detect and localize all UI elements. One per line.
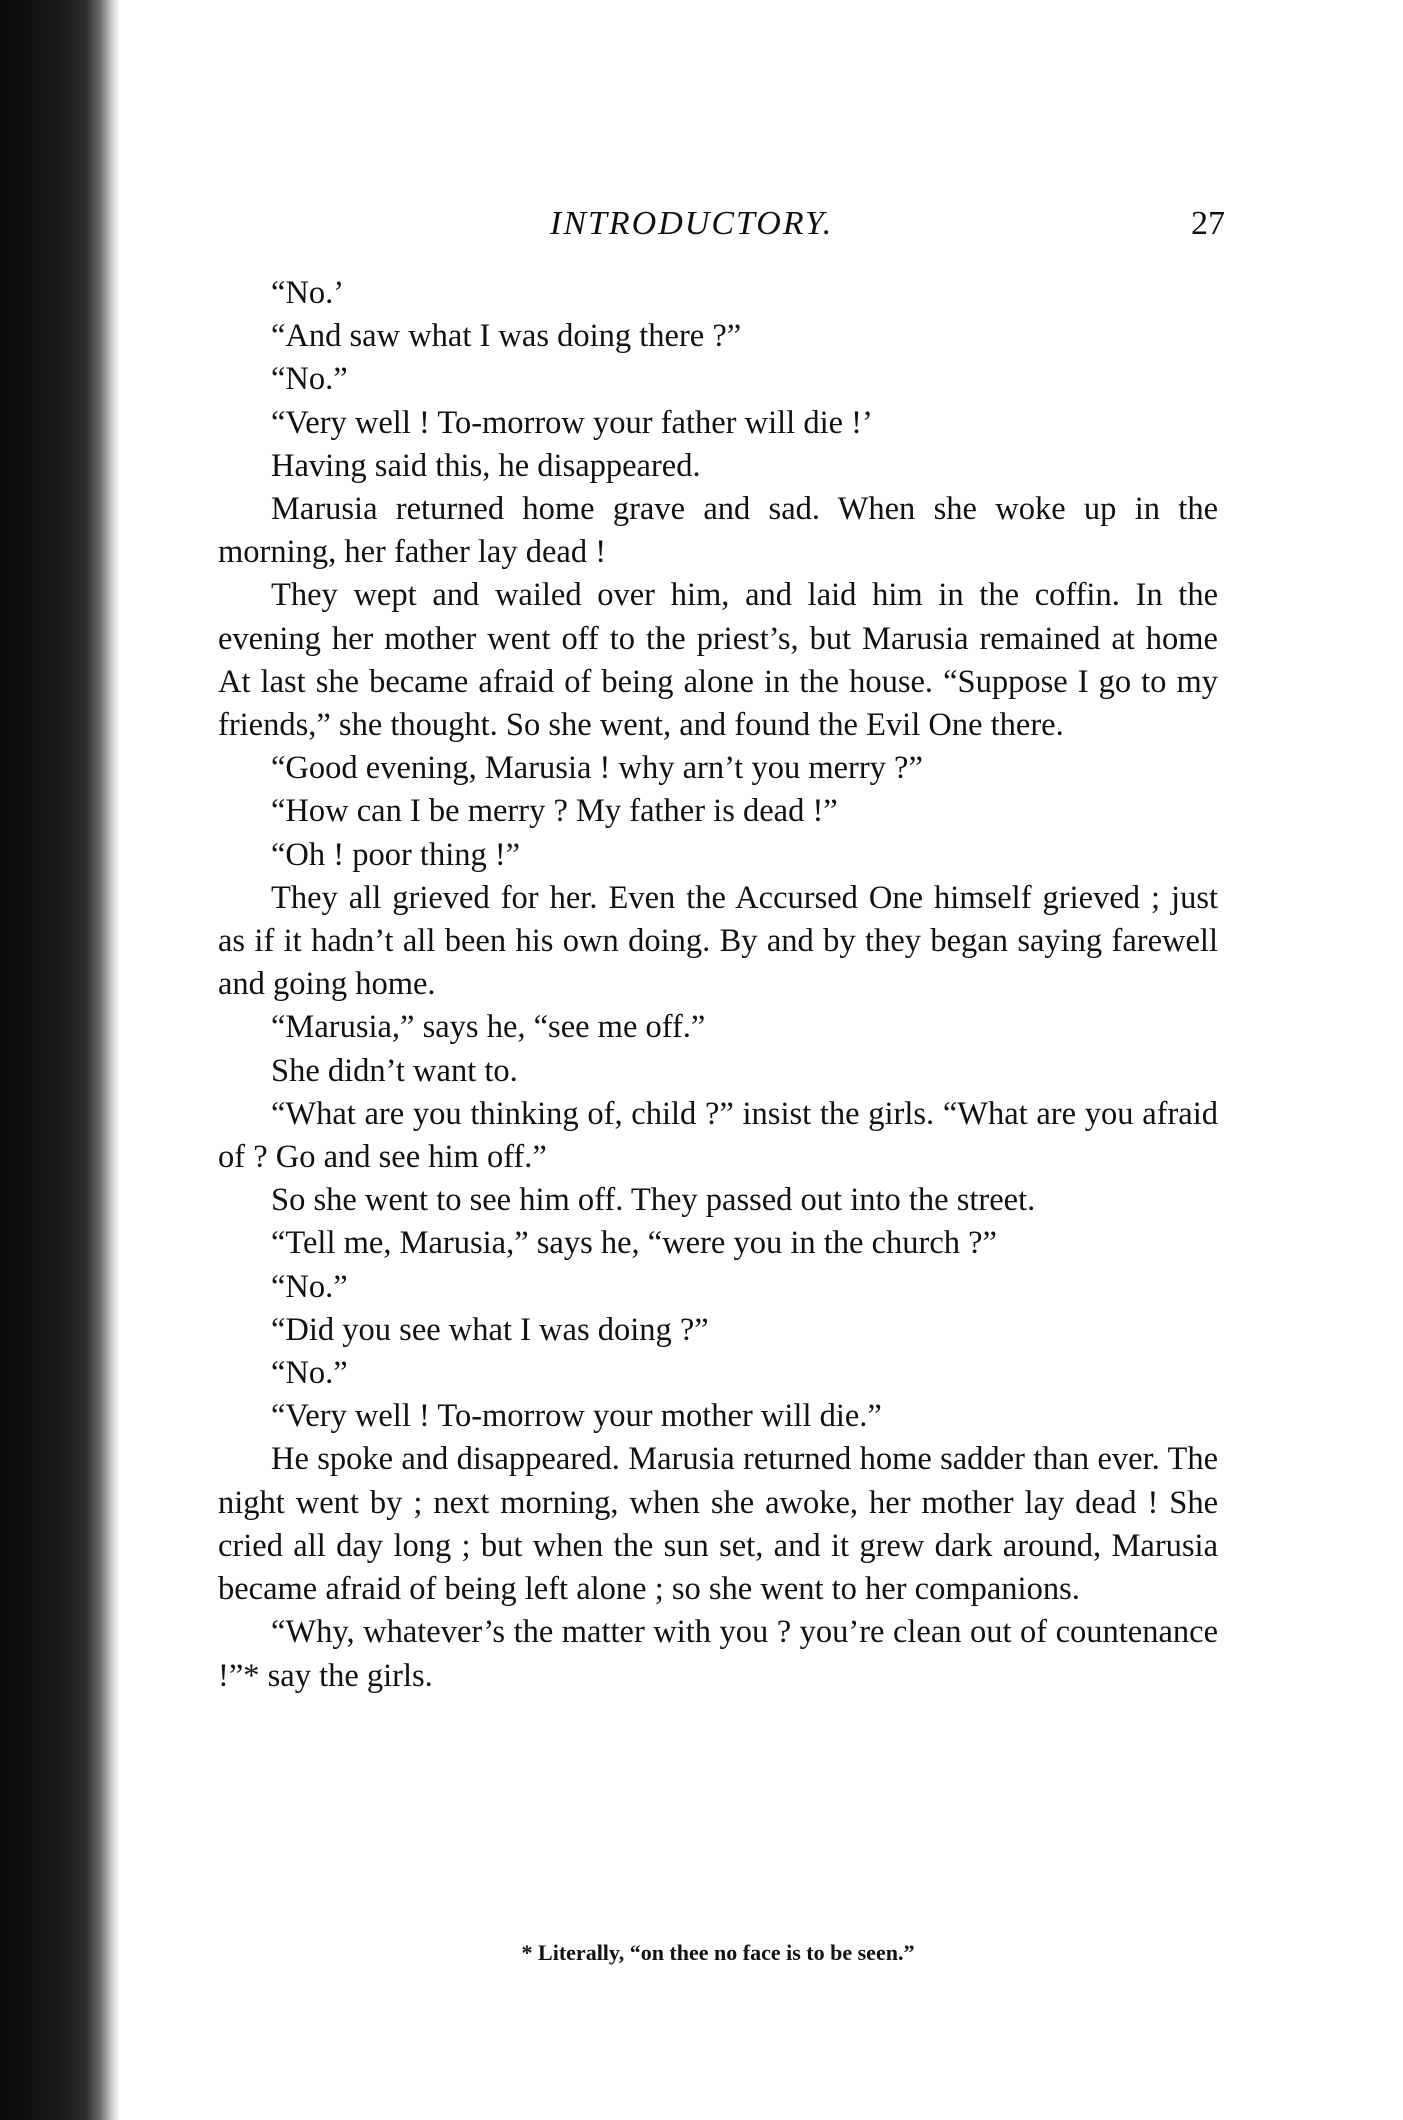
paragraph: “Why, whatever’s the matter with you ? you’re clean out of countenance !”* say the girls. bbox=[218, 1614, 1218, 1694]
paragraph: “Tell me, Marusia,” says he, “were you in the church ?” bbox=[271, 1225, 997, 1262]
paragraph: He spoke and disappeared. Marusia returned home sadder than ever. The night went by ; next morning, when she awoke, her mother lay dead ! She cried all day long ; but when the sun set, and it grew dark around, Marusia became afraid of being left alone ; so she went to her companions. bbox=[218, 1441, 1218, 1608]
paragraph: “Did you see what I was doing ?” bbox=[271, 1311, 709, 1348]
paragraph: “How can I be merry ? My father is dead !” bbox=[271, 793, 838, 830]
paragraph: She didn’t want to. bbox=[271, 1052, 518, 1089]
paragraph: So she went to see him off. They passed out into the street. bbox=[271, 1182, 1036, 1219]
paragraph: “Oh ! poor thing !” bbox=[271, 836, 521, 873]
paragraph: “What are you thinking of, child ?” insist the girls. “What are you afraid of ? Go and see him off.” bbox=[218, 1095, 1218, 1176]
paragraph: “And saw what I was doing there ?” bbox=[271, 318, 742, 355]
paragraph: “Very well ! To-morrow your mother will die.” bbox=[271, 1398, 882, 1435]
paragraph: “No.” bbox=[271, 361, 348, 398]
binding-gutter-shadow bbox=[0, 0, 120, 2120]
paragraph: “Good evening, Marusia ! why arn’t you merry ?” bbox=[271, 750, 923, 787]
body-text bbox=[218, 272, 1218, 1698]
paragraph: They wept and wailed over him, and laid him in the coffin. In the evening her mother went off to the priest’s, but Marusia remained at home At last she became afraid of being alone in the house. “Suppose I go to my friends,” she thought. So she went, and found the Evil One there. bbox=[218, 577, 1218, 744]
page-number: 27 bbox=[1191, 205, 1225, 242]
paragraph: Marusia returned home grave and sad. When she woke up in the morning, her father lay dead ! bbox=[218, 491, 1218, 571]
footnote: * Literally, “on thee no face is to be seen.” bbox=[521, 1940, 915, 1965]
paragraph: “Marusia,” says he, “see me off.” bbox=[271, 1009, 706, 1046]
paragraph: Having said this, he disappeared. bbox=[271, 447, 701, 484]
paragraph: They all grieved for her. Even the Accursed One himself grieved ; just as if it hadn’t all been his own doing. By and by they began saying farewell and going home. bbox=[218, 879, 1218, 1003]
running-head: INTRODUCTORY. bbox=[550, 205, 834, 242]
paragraph: “No.” bbox=[271, 1355, 348, 1392]
paragraph: “No.’ bbox=[271, 275, 345, 311]
paragraph: “No.” bbox=[271, 1268, 348, 1305]
paragraph: “Very well ! To-morrow your father will die !’ bbox=[271, 404, 873, 441]
page-header bbox=[225, 205, 1225, 255]
